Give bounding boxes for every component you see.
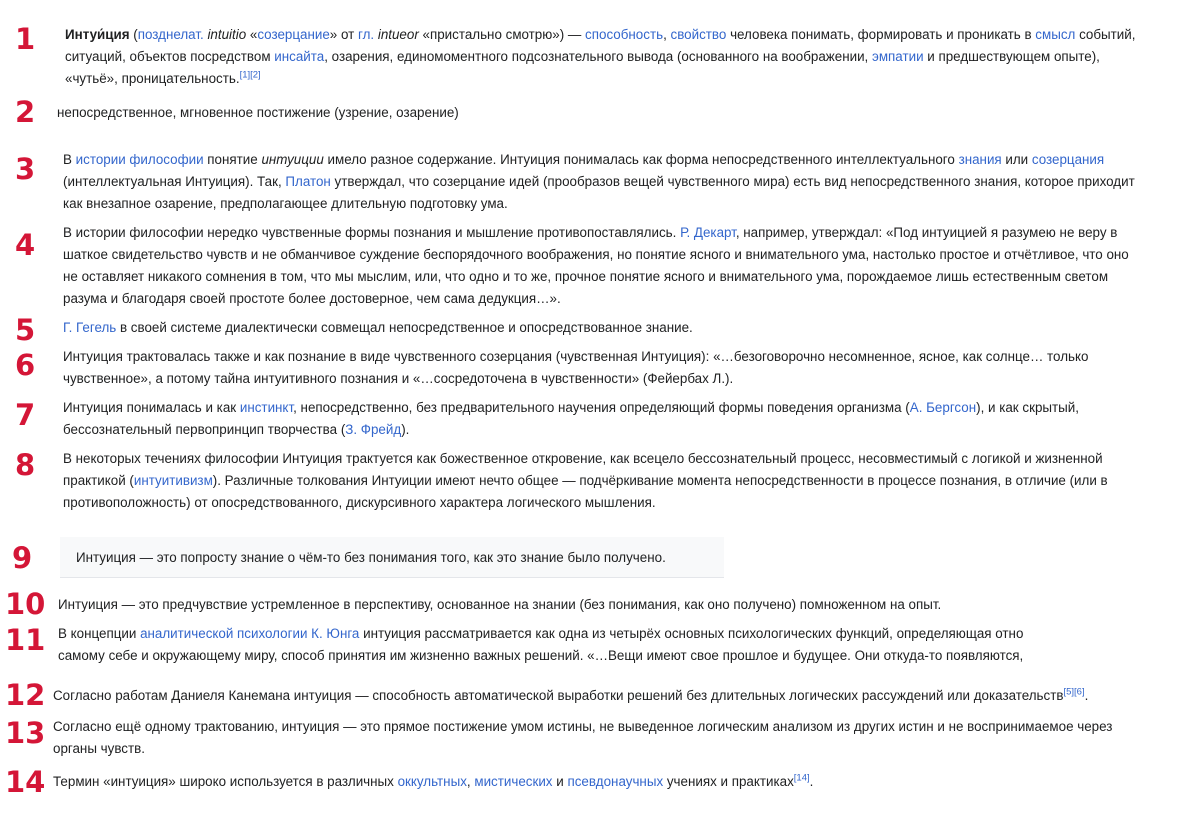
text: «пристально смотрю») — <box>418 27 586 42</box>
text: » от <box>329 27 358 42</box>
text: органы чувств. <box>53 741 145 756</box>
link-sozercanie[interactable]: созерцание <box>257 27 330 42</box>
jung-paragraph <box>58 623 1070 667</box>
text: событий, <box>1075 27 1136 42</box>
text: понятие <box>203 152 262 167</box>
text: , непосредственно, без предварительного научения определяющий формы поведения организма ( <box>293 400 910 415</box>
text: В некоторых течениях философии Интуиция трактуется как божественное откровение, как всецело бессознательный процесс, несовместимый с логикой и жизненной <box>63 451 1103 466</box>
instinct-paragraph <box>63 397 1079 441</box>
link-intuitivizm[interactable]: интуитивизм <box>133 473 213 488</box>
hegel-paragraph <box>63 317 693 339</box>
text: (интеллектуальная Интуиция). Так, <box>63 174 286 189</box>
text: человека понимать, формировать и проникать в <box>726 27 1036 42</box>
italic-term: интуиции <box>261 152 324 167</box>
text: практикой ( <box>63 473 134 488</box>
link-psevdonauchnyh[interactable]: псевдонаучных <box>567 774 664 789</box>
text: ситуаций, объектов посредством <box>65 49 275 64</box>
text: «чутьё», проницательность. <box>65 71 240 86</box>
text: самому себе и окружающему миру, способ принятия им жизненно важных решений. «…Вещи имеют свое прошлое и будущее. Они откуда-то появляются, <box>58 648 1024 663</box>
text: ). Различные толкования Интуиции имеют нечто общее — подчёркивание момента непосредственности в процессе познания, в отличие (или в <box>212 473 1108 488</box>
number-label-3: 3 <box>15 152 36 186</box>
number-label-5: 5 <box>15 313 36 347</box>
text: как внезапное озарение, предполагающее длительную подготовку ума. <box>63 196 508 211</box>
text: или <box>1001 152 1032 167</box>
text: чувственное», а потому тайна интуитивного познания и «…сосредоточена в чувственности» (Фейербах Л.). <box>63 371 734 386</box>
link-bergson[interactable]: А. Бергсон <box>909 400 977 415</box>
link-pozdnelat[interactable]: позднелат. <box>137 27 204 42</box>
text: ( <box>129 27 138 42</box>
text: ). <box>401 422 410 437</box>
link-platon[interactable]: Платон <box>285 174 331 189</box>
link-analiticheskoy-psihologii[interactable]: аналитической психологии <box>140 626 308 641</box>
number-label-2: 2 <box>15 95 36 129</box>
link-dekart[interactable]: Р. Декарт <box>680 225 736 240</box>
link-svoystvo[interactable]: свойство <box>670 27 727 42</box>
text: В истории философии нередко чувственные формы познания и мышление противопоставлялись. <box>63 225 681 240</box>
link-smysl[interactable]: смысл <box>1035 27 1076 42</box>
feuerbach-paragraph <box>63 346 1088 390</box>
link-sozercaniya[interactable]: созерцания <box>1031 152 1105 167</box>
number-label-1: 1 <box>15 22 36 56</box>
reference-link[interactable]: [1][2] <box>239 69 261 81</box>
quote-box <box>60 537 724 578</box>
term-title: Интуи́ция <box>65 27 130 42</box>
text: , например, утверждал: «Под интуицией я разумею не веру в <box>735 225 1118 240</box>
link-empatii[interactable]: эмпатии <box>872 49 924 64</box>
number-label-13: 13 <box>5 716 46 750</box>
link-insayta[interactable]: инсайта <box>274 49 325 64</box>
reference-link[interactable]: [14] <box>793 772 810 784</box>
text: В концепции <box>58 626 141 641</box>
text: разума и благодаря своей простоте более достоверное, чем сама дедукция…». <box>63 291 561 306</box>
text: ), и как скрытый, <box>976 400 1079 415</box>
text: противоположность) от опосредствованного, дискурсивного характера логического мышления. <box>63 495 656 510</box>
number-label-8: 8 <box>15 448 36 482</box>
text: учениях и практиках <box>663 774 794 789</box>
reference-link[interactable]: [5][6] <box>1063 686 1085 698</box>
number-label-11: 11 <box>5 623 46 657</box>
link-gl[interactable]: гл. <box>357 27 375 42</box>
text: Согласно работам Даниеля Канемана интуиция — способность автоматической выработки решений без длительных логических рассуждений или доказательств <box>53 688 1064 703</box>
link-misticheskih[interactable]: мистических <box>474 774 553 789</box>
number-label-7: 7 <box>15 398 36 432</box>
definition-paragraph <box>65 24 1135 90</box>
text: , <box>663 27 671 42</box>
occult-paragraph <box>53 771 813 793</box>
text: утверждал, что созерцание идей (прообразов вещей чувственного мира) есть вид непосредственного знания, которое приходит <box>330 174 1135 189</box>
text: и предшествующем опыте), <box>923 49 1100 64</box>
revelation-paragraph <box>63 448 1108 514</box>
text: , <box>466 774 475 789</box>
number-label-4: 4 <box>15 228 36 262</box>
latin-word: intueor <box>377 27 419 42</box>
number-label-6: 6 <box>15 348 36 382</box>
text: бессознательный первопринцип творчества ( <box>63 422 346 437</box>
short-definition <box>57 102 459 124</box>
link-istorii-filosofii[interactable]: истории философии <box>75 152 204 167</box>
descartes-paragraph <box>63 222 1129 310</box>
latin-word: intuitio <box>207 27 247 42</box>
text: и <box>552 774 568 789</box>
text: . <box>809 774 814 789</box>
quote-text: Интуиция — это попросту знание о чём-то без понимания того, как это знание было получено. <box>76 550 666 565</box>
kahneman-paragraph <box>53 685 1088 707</box>
text: В <box>63 152 76 167</box>
link-znaniya[interactable]: знания <box>958 152 1002 167</box>
text: Согласно ещё одному трактованию, интуиция — это прямое постижение умом истины, не выведенное логическим анализом из других истин и не воспринимаемое через <box>53 719 1113 734</box>
link-freyd[interactable]: З. Фрейд <box>345 422 402 437</box>
text: « <box>246 27 258 42</box>
text: в своей системе диалектически совмещал непосредственное и опосредствованное знание. <box>116 320 693 335</box>
text: непосредственное, мгновенное постижение (узрение, озарение) <box>57 105 459 120</box>
text: , озарения, единомоментного подсознательного вывода (основанного на воображении, <box>324 49 873 64</box>
number-label-10: 10 <box>5 587 46 621</box>
premonition-paragraph <box>58 594 941 616</box>
link-yung[interactable]: К. Юнга <box>311 626 360 641</box>
link-gegel[interactable]: Г. Гегель <box>63 320 117 335</box>
text: шаткое свидетельство чувств и не обманчивое суждение беспорядочного воображения, но понятие ясного и внимательного ума, настолько простое и отчётливое, что оно <box>63 247 1129 262</box>
number-label-9: 9 <box>12 541 33 575</box>
link-okkultnyh[interactable]: оккультных <box>397 774 467 789</box>
text: имело разное содержание. Интуиция понималась как форма непосредственного интеллектуального <box>323 152 959 167</box>
text: не оставляет никакого сомнения в том, что мы мыслим, или, что одно и то же, прочное понятие ясного и внимательного ума, порождаемое лишь естественным светом <box>63 269 1109 284</box>
text: Термин «интуиция» широко используется в различных <box>53 774 398 789</box>
history-paragraph <box>63 149 1135 215</box>
text: Интуиция понималась и как <box>63 400 240 415</box>
text: Интуиция — это предчувствие устремленное в перспективу, основанное на знании (без понимания, как оно получено) помноженном на опыт. <box>58 597 942 612</box>
text: интуиция рассматривается как одна из четырёх основных психологических функций, определяющая отно <box>359 626 1024 641</box>
link-instinkt[interactable]: инстинкт <box>239 400 294 415</box>
number-label-14: 14 <box>5 765 46 799</box>
truth-paragraph <box>53 716 1112 760</box>
text: . <box>1084 688 1089 703</box>
text: Интуиция трактовалась также и как познание в виде чувственного созерцания (чувственная Интуиция): «…безоговорочно несомненное, ясное, как солнце… только <box>63 349 1089 364</box>
number-label-12: 12 <box>5 678 46 712</box>
link-sposobnost[interactable]: способность <box>585 27 664 42</box>
